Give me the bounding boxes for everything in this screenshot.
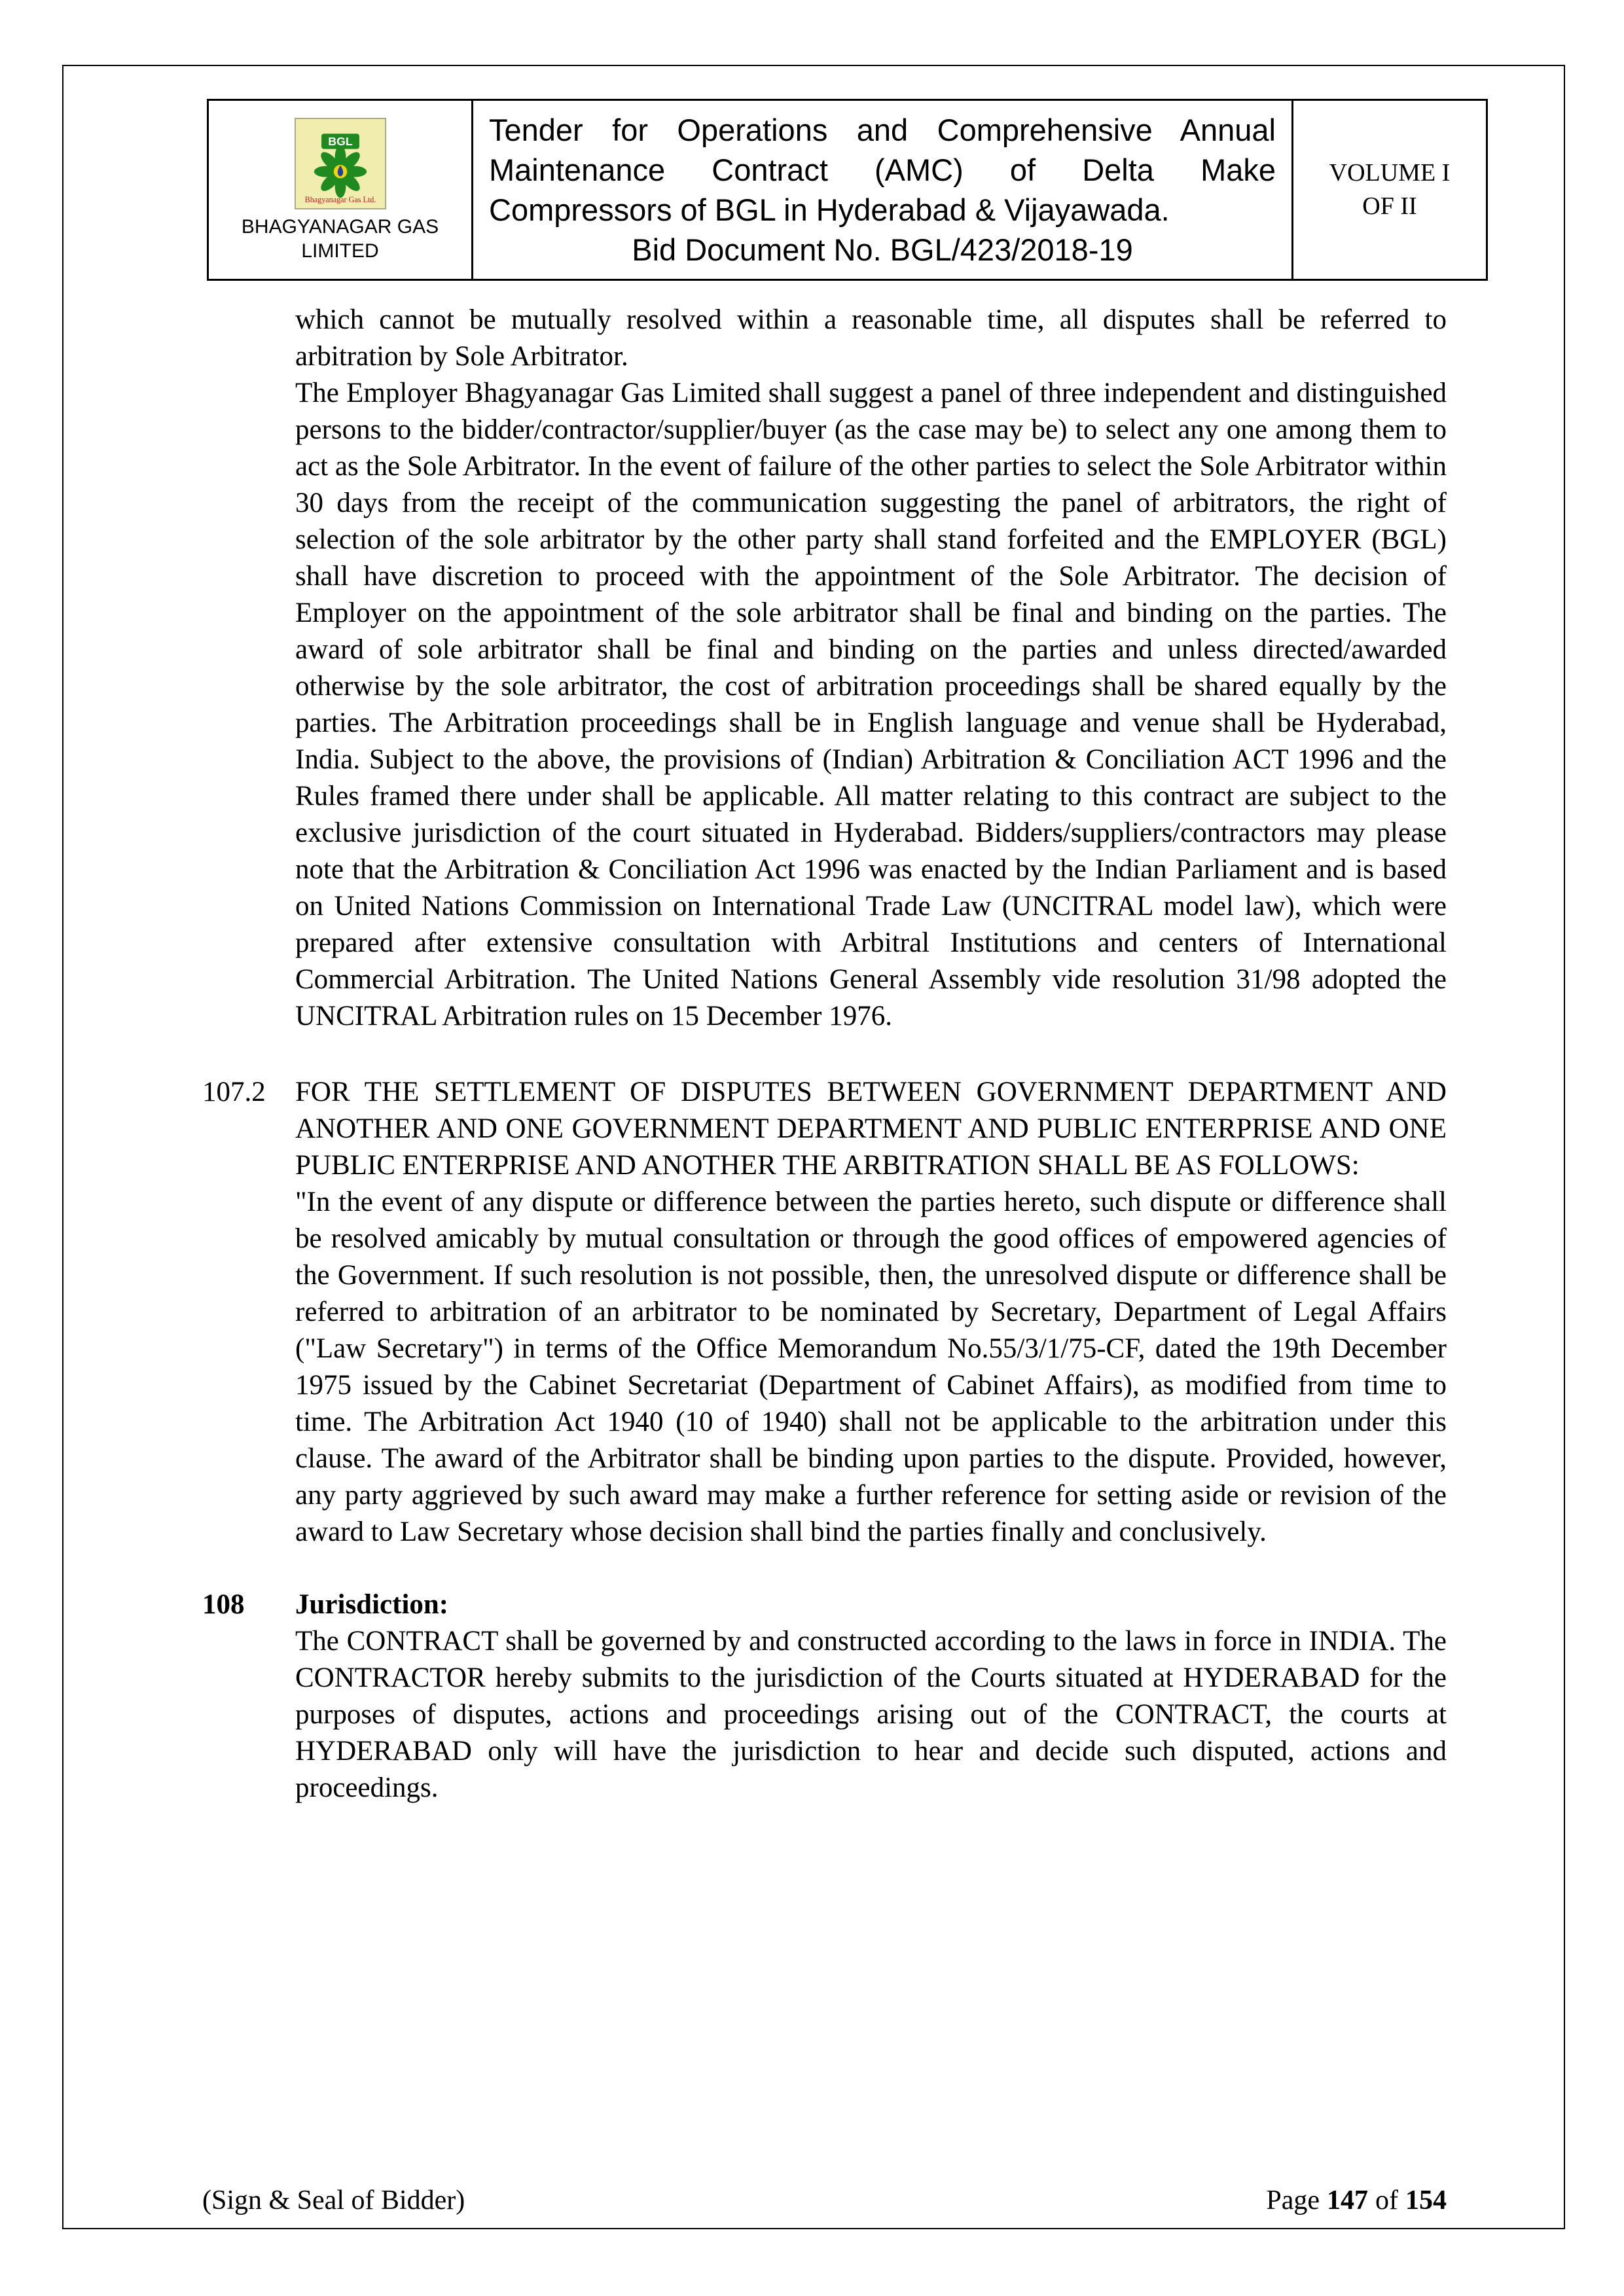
logo-subtitle: Bhagyanagar Gas Ltd. (304, 194, 376, 204)
logo-cell (209, 101, 471, 279)
clause-heading: FOR THE SETTLEMENT OF DISPUTES BETWEEN GOVERNMENT DEPARTMENT AND ANOTHER AND ONE GOVERNMENT DEPARTMENT AND PUBLIC ENTERPRISE AND ONE PUBLIC ENTERPRISE AND ANOTHER THE ARBITRATION SHALL BE AS FOLLOWS: (295, 1077, 1447, 1181)
bid-document-number: Bid Document No. BGL/423/2018-19 (632, 232, 1133, 267)
clause-heading: Jurisdiction: (295, 1589, 449, 1620)
page-number: 147 (1327, 2185, 1368, 2215)
clause-number: 107.2 (202, 1077, 266, 1107)
volume-line-2: OF II (1362, 192, 1417, 220)
clause-block-108 (202, 1587, 1447, 1806)
bgl-logo-icon (295, 118, 386, 209)
page-footer (202, 2185, 1447, 2216)
page-total: 154 (1405, 2185, 1447, 2215)
volume-line-1: VOLUME I (1329, 158, 1451, 187)
sign-seal-label: (Sign & Seal of Bidder) (202, 2185, 465, 2215)
paragraph: "In the event of any dispute or difference between the parties hereto, such dispute or difference shall be resolved amicably by mutual consultation or through the good offices of empowered agencies of the Government. If such resolution is not possible, then, the unresolved dispute or difference shall be referred to arbitration of an arbitrator to be nominated by Secretary, Department of Legal Affairs ("Law Secretary") in terms of the Office Memorandum No.55/3/1/75-CF, dated the 19th December 1975 issued by the Cabinet Secretariat (Department of Cabinet Affairs), as modified from time to time. The Arbitration Act 1940 (10 of 1940) shall not be applicable to the arbitration under this clause. The award of the Arbitrator shall be binding upon parties to the dispute. Provided, however, any party aggrieved by such award may make a further reference for setting aside or revision of the award to Law Secretary whose decision shall bind the parties finally and conclusively. (295, 1187, 1447, 1547)
document-header (207, 99, 1488, 281)
page-label: Page (1266, 2185, 1320, 2215)
clause-number (202, 302, 295, 1035)
clause-block-continuation (202, 302, 1447, 1035)
page-indicator (1266, 2185, 1447, 2216)
paragraph: The Employer Bhagyanagar Gas Limited shall suggest a panel of three independent and distinguished persons to the bidder/contractor/supplier/buyer (as the case may be) to select any one among them to act as the Sole Arbitrator. In the event of failure of the other parties to select the Sole Arbitrator within 30 days from the receipt of the communication suggesting the panel of arbitrators, the right of selection of the sole arbitrator by the other party shall stand forfeited and the EMPLOYER (BGL) shall have discretion to proceed with the appointment of the Sole Arbitrator. The decision of Employer on the appointment of the sole arbitrator shall be final and binding on the parties. The award of sole arbitrator shall be final and binding on the parties and unless directed/awarded otherwise by the sole arbitrator, the cost of arbitration proceedings shall be shared equally by the parties. The Arbitration proceedings shall be in English language and venue shall be Hyderabad, India. Subject to the above, the provisions of (Indian) Arbitration & Conciliation ACT 1996 and the Rules framed there under shall be applicable. All matter relating to this contract are subject to the exclusive jurisdiction of the court situated in Hyderabad. Bidders/suppliers/contractors may please note that the Arbitration & Conciliation Act 1996 was enacted by the Indian Parliament and is based on United Nations Commission on International Trade Law (UNCITRAL model law), which were prepared after extensive consultation with Arbitral Institutions and centers of International Commercial Arbitration. The United Nations General Assembly vide resolution 31/98 adopted the UNCITRAL Arbitration rules on 15 December 1976. (295, 378, 1447, 1031)
clause-body (295, 1074, 1447, 1551)
page-border (62, 65, 1565, 2229)
clause-body (295, 302, 1447, 1035)
paragraph: which cannot be mutually resolved within a reasonable time, all disputes shall be referred to arbitration by Sole Arbitrator. (295, 304, 1447, 372)
title-cell (471, 101, 1293, 279)
volume-cell (1293, 101, 1486, 279)
clause-body (295, 1587, 1447, 1806)
organization-name: BHAGYANAGAR GAS LIMITED (241, 215, 439, 262)
logo-abbr: BGL (327, 134, 353, 148)
document-body (202, 302, 1447, 1806)
tender-title: Tender for Operations and Comprehensive Annual Maintenance Contract (AMC) of Delta Make Compressors of BGL in Hyderabad & Vijayawada. (489, 113, 1276, 227)
clause-number: 108 (202, 1589, 245, 1620)
logo-flower-icon (314, 145, 366, 198)
paragraph: The CONTRACT shall be governed by and constructed according to the laws in force in INDIA. The CONTRACTOR hereby submits to the jurisdiction of the Courts situated at HYDERABAD for the purposes of disputes, actions and proceedings arising out of the CONTRACT, the courts at HYDERABAD only will have the jurisdiction to hear and decide such disputed, actions and proceedings. (295, 1626, 1447, 1803)
clause-block-107-2 (202, 1074, 1447, 1551)
of-label: of (1375, 2185, 1398, 2215)
